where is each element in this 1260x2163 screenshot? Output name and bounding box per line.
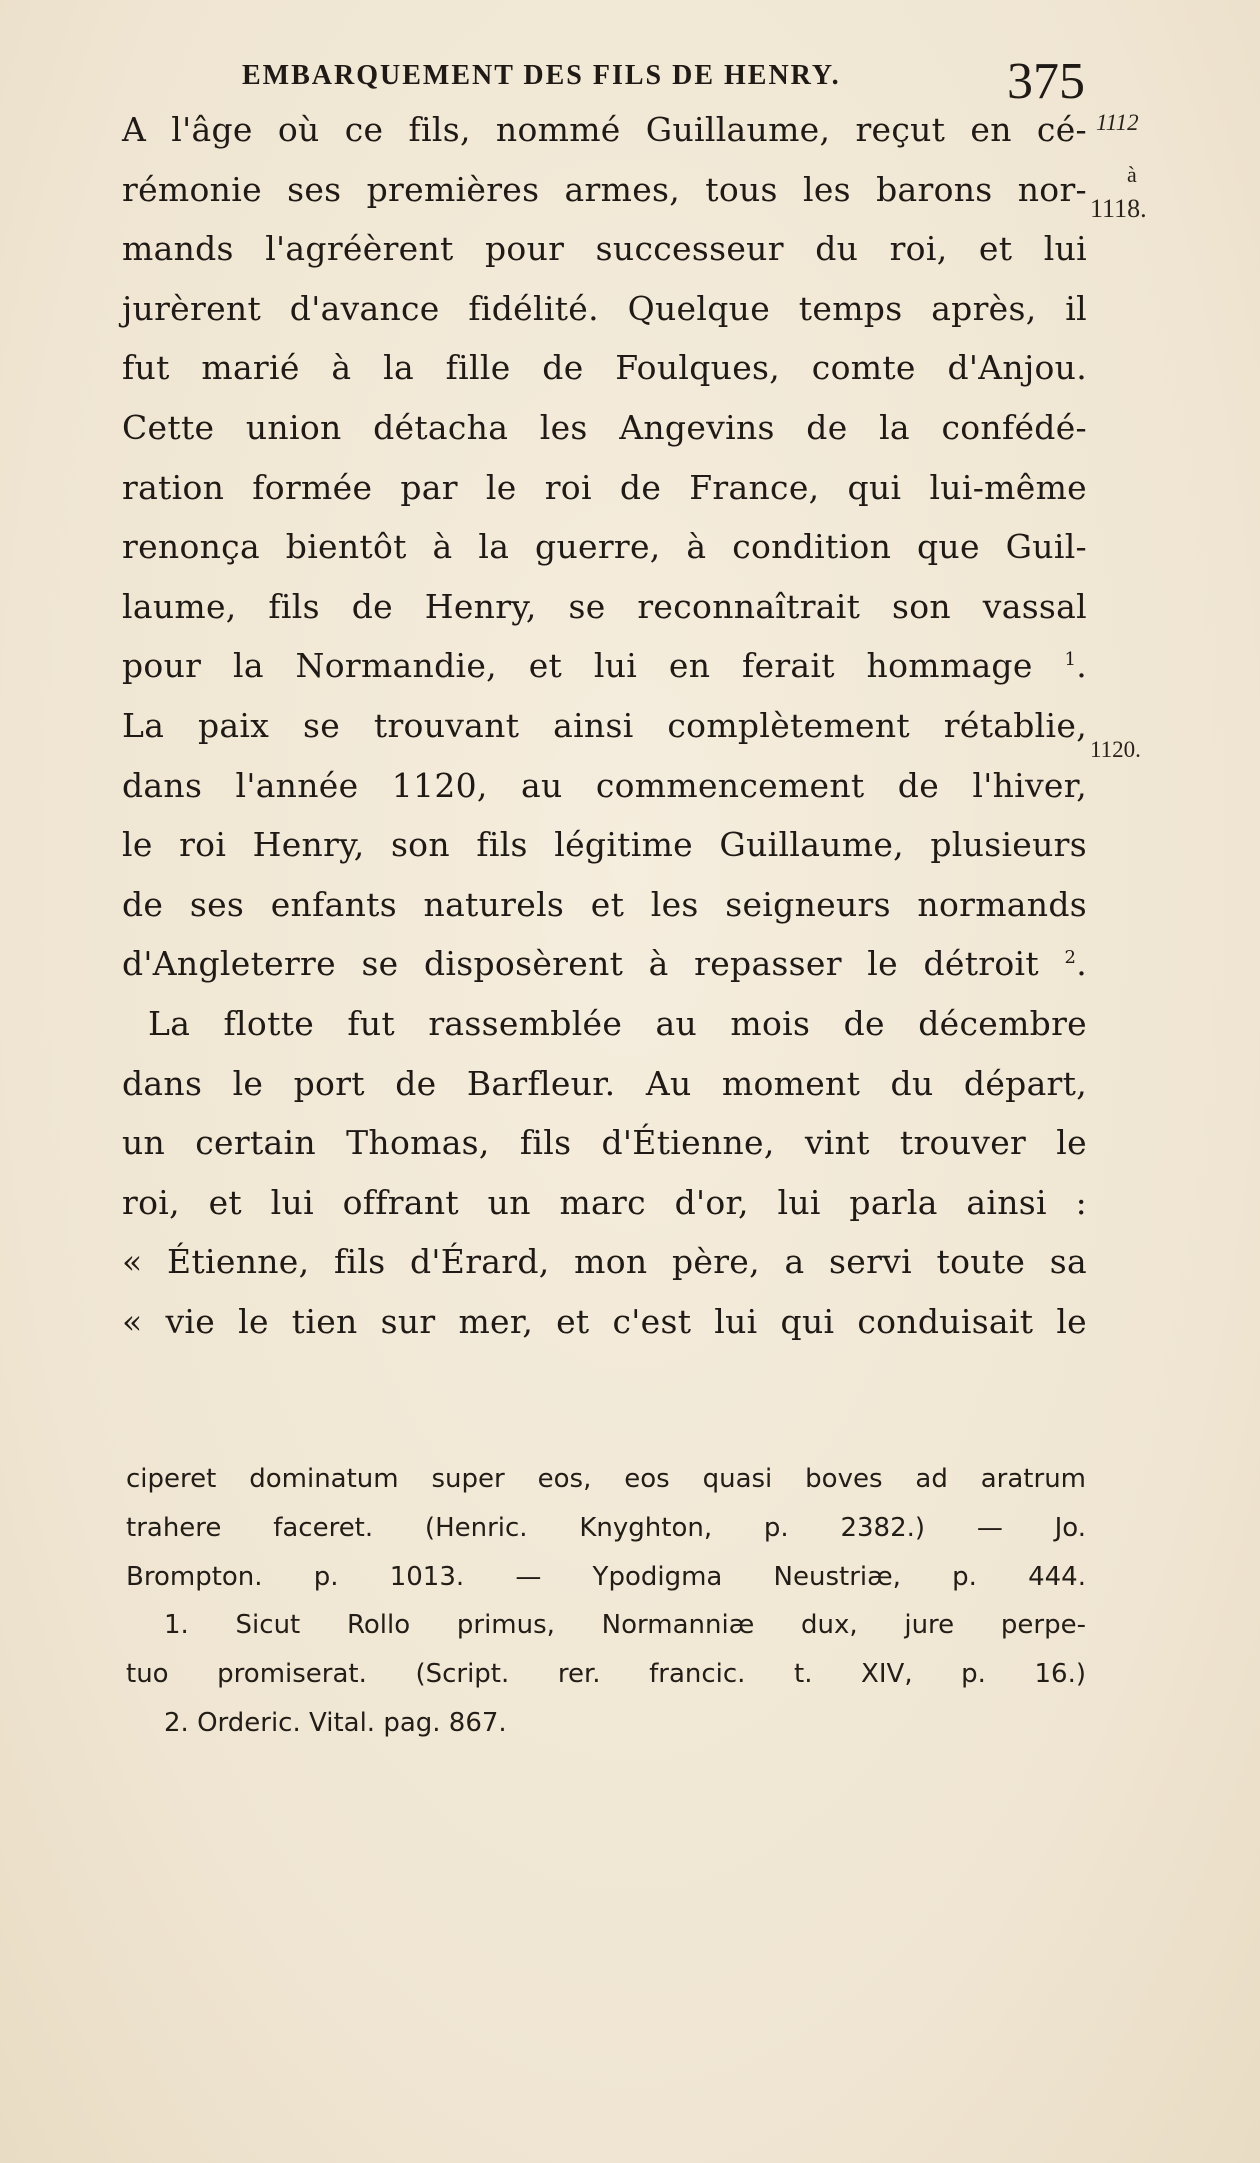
body-line-2: rémonie ses premières armes, tous les barons nor- [122,169,1087,209]
body-line-16: La flotte fut rassemblée au mois de décembre [148,1003,1087,1043]
footnote-ref-2-period: . [1076,944,1087,984]
body-line-19: roi, et lui offrant un marc d'or, lui parla ainsi : [122,1182,1087,1222]
body-line-15-text: d'Angleterre se disposèrent à repasser le détroit [122,944,1039,984]
footnote-line-3: Brompton. p. 1013. — Ypodigma Neustriæ, p. 444. [126,1561,1086,1592]
body-line-5: fut marié à la fille de Foulques, comte d'Anjou. [122,348,1087,388]
body-line-13: le roi Henry, son fils légitime Guillaume, plusieurs [122,825,1087,865]
body-line-3: mands l'agréèrent pour successeur du roi, et lui [122,229,1087,269]
margin-year-separator: à [1127,162,1137,187]
body-text [122,100,1087,1351]
body-line-7: ration formée par le roi de France, qui lui-même [122,467,1087,507]
body-line-8: renonça bientôt à la guerre, à condition que Guil- [122,527,1087,567]
body-line-10-text: pour la Normandie, et lui en ferait hommage [122,646,1033,686]
footnotes [126,1455,1086,1748]
body-line-12: dans l'année 1120, au commencement de l'hiver, [122,765,1087,805]
body-line-6: Cette union détacha les Angevins de la confédé- [122,407,1087,447]
margin-year-1120: 1120. [1090,737,1141,762]
footnote-line-5: tuo promiserat. (Script. rer. francic. t. XIV, p. 16.) [126,1659,1086,1690]
margin-year-1118: 1118. [1090,194,1147,223]
body-line-11: La paix se trouvant ainsi complètement rétablie, [122,705,1087,745]
footnote-ref-1-period: . [1076,646,1087,686]
body-line-21: « vie le tien sur mer, et c'est lui qui conduisait le [122,1301,1087,1341]
body-line-14: de ses enfants naturels et les seigneurs normands [122,884,1087,924]
page-number: 375 [1007,53,1085,110]
footnote-ref-2: 2 [1064,947,1077,969]
body-line-15 [122,934,1087,994]
body-line-1: A l'âge où ce fils, nommé Guillaume, reçut en cé- [122,110,1087,149]
margin-year-1112: 1112 [1096,110,1139,135]
footnote-line-1: ciperet dominatum super eos, eos quasi boves ad aratrum [126,1464,1086,1494]
footnote-line-2: trahere faceret. (Henric. Knyghton, p. 2382.) — Jo. [126,1512,1086,1543]
body-line-4: jurèrent d'avance fidélité. Quelque temps après, il [122,288,1087,328]
footnote-line-4: 1. Sicut Rollo primus, Normanniæ dux, jure perpe- [164,1610,1086,1641]
body-line-20: « Étienne, fils d'Érard, mon père, a servi toute sa [122,1242,1087,1282]
body-line-17: dans le port de Barfleur. Au moment du départ, [122,1063,1087,1103]
body-line-18: un certain Thomas, fils d'Étienne, vint trouver le [122,1123,1087,1163]
body-line-10 [122,636,1087,696]
body-line-9: laume, fils de Henry, se reconnaîtrait son vassal [122,586,1087,626]
running-title: EMBARQUEMENT DES FILS DE HENRY. [242,60,841,91]
footnote-ref-1: 1 [1064,649,1077,671]
footnote-line-6: 2. Orderic. Vital. pag. 867. [164,1707,507,1738]
